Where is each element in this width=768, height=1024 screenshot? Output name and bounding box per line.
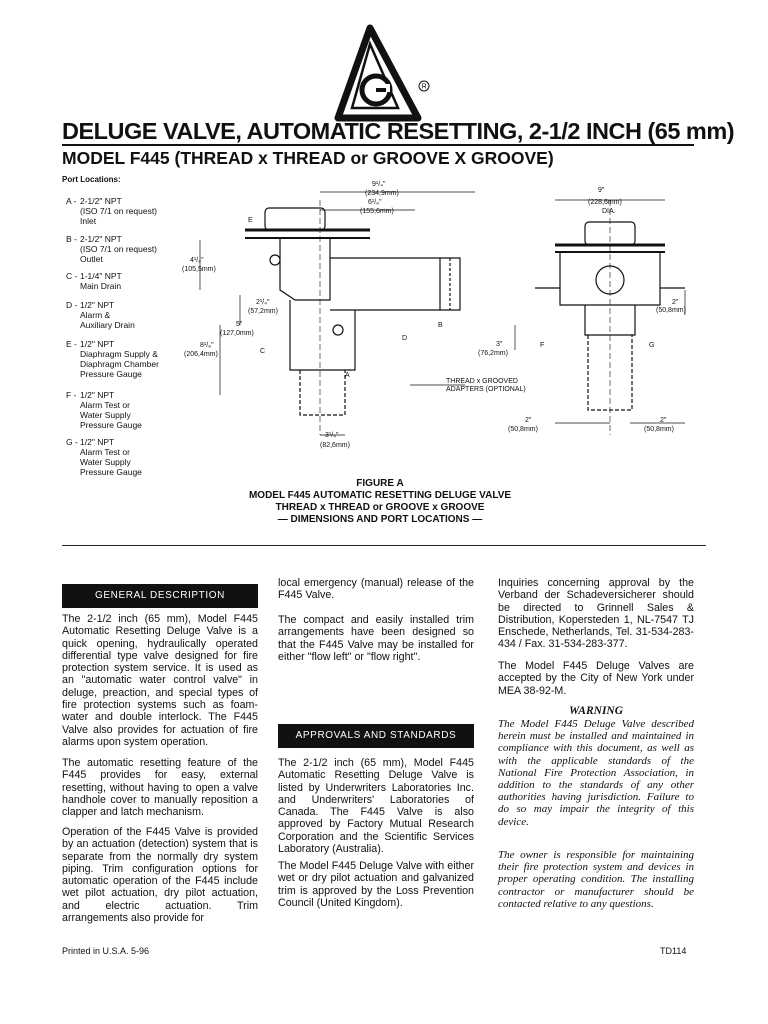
col2-p2: The compact and easily installed trim arrangements have been designed so that the F445 Valve may be installed for either "flow left" or "flow right". bbox=[278, 614, 474, 663]
printed-note: Printed in U.S.A. 5-96 bbox=[62, 946, 150, 956]
document-title: DELUGE VALVE, AUTOMATIC RESETTING, 2-1/2 INCH (65 mm) bbox=[62, 118, 735, 144]
approvals-p2: The Model F445 Deluge Valve with either wet or dry pilot actuation and galvanized trim is approved by the Loss Prevention Council (United Kingdom). bbox=[278, 860, 474, 909]
dim-6-125: 6¹/₈" bbox=[368, 199, 382, 206]
label-g: G bbox=[649, 342, 655, 349]
dim-2-right-mm: (50,8mm) bbox=[656, 307, 686, 314]
port-a: A - 2-1/2" NPT (ISO 7/1 on request) Inlet bbox=[66, 196, 158, 226]
port-g: G - 1/2" NPT Alarm Test or Water Supply Pressure Gauge bbox=[66, 437, 142, 477]
figure-line1: MODEL F445 AUTOMATIC RESETTING DELUGE VALVE bbox=[248, 490, 512, 501]
dim-4-125-mm: (105,5mm) bbox=[182, 266, 216, 273]
figure-caption bbox=[160, 478, 600, 526]
port-d: D - 1/2" NPT Alarm & Auxiliary Drain bbox=[66, 300, 135, 330]
approvals-heading: APPROVALS AND STANDARDS bbox=[278, 724, 474, 748]
figure-line2: THREAD x THREAD or GROOVE x GROOVE bbox=[275, 502, 485, 513]
warning-title: WARNING bbox=[568, 705, 624, 717]
dim-2-25-mm: (57,2mm) bbox=[248, 308, 278, 315]
port-f: F - 1/2" NPT Alarm Test or Water Supply Pressure Gauge bbox=[66, 390, 142, 430]
dim-dia: DIA. bbox=[602, 208, 616, 215]
dim-5: 5" bbox=[236, 321, 243, 328]
grinnell-logo bbox=[330, 22, 440, 126]
general-description-heading: GENERAL DESCRIPTION bbox=[62, 584, 258, 608]
general-p1: The 2-1/2 inch (65 mm), Model F445 Automatic Resetting Deluge Valve is a quick opening, hydraulically operated differential type valve designed for fire protection system service. It is used as an "automatic water control valve" in deluge, preaction, and special types of fire protection systems such as foam-water and double interlock. The F445 Valve also provides for actuation of fire alarms upon system operation. bbox=[62, 613, 258, 748]
dim-2-bottom-b: 2" bbox=[660, 417, 667, 424]
label-d: D bbox=[402, 335, 408, 342]
dim-9-mm: (228,6mm) bbox=[588, 199, 622, 206]
figure-label: FIGURE A bbox=[356, 478, 404, 489]
general-p2: The automatic resetting feature of the F445 provides for easy, external resetting, without having to open a valve handhole cover to manually reposition a clapper and latch mechanism. bbox=[62, 757, 258, 819]
svg-text:R: R bbox=[421, 83, 427, 91]
dim-2-bottom-b-mm: (50,8mm) bbox=[644, 426, 674, 433]
warning-p2: The owner is responsible for maintaining their fire protection system and devices in proper operating condition. The installing contractor or manufacturer should be contacted relative to any questions. bbox=[498, 849, 694, 910]
dim-9-25-mm: (234,9mm) bbox=[365, 190, 399, 197]
port-b: B - 2-1/2" NPT (ISO 7/1 on request) Outlet bbox=[66, 234, 158, 264]
document-code: TD114 bbox=[660, 946, 687, 956]
dim-2-right: 2" bbox=[672, 299, 679, 306]
dim-3-25-mm: (82,6mm) bbox=[320, 442, 350, 449]
port-locations-heading: Port Locations: bbox=[62, 175, 121, 184]
adapter-note-2: ADAPTERS (OPTIONAL) bbox=[446, 386, 526, 393]
warning-p1: The Model F445 Deluge Valve described herein must be installed and maintained in compliance with this document, as well as with the applicable standards of the National Fire Protection Association, in addition to the standards of any other authorities having jurisdiction. Failure to do so may impair the integrity of this device. bbox=[498, 718, 694, 828]
port-c: C - 1-1/4" NPT Main Drain bbox=[66, 271, 122, 291]
valve-dimension-drawing bbox=[160, 180, 705, 460]
general-p3: Operation of the F445 Valve is provided by an actuation (detection) system that is separate from the normally dry system piping. Trim configuration options for automatic operation of the F445 include wet pilot actuation, dry pilot actuation, and electric actuation. Trim arrangements also provide for bbox=[62, 826, 258, 925]
dim-4-125: 4¹/₈" bbox=[190, 257, 204, 264]
label-a: A bbox=[345, 372, 350, 379]
label-f: F bbox=[540, 342, 545, 349]
title-rule bbox=[62, 144, 694, 146]
dim-3: 3" bbox=[496, 341, 503, 348]
figure-line3: — DIMENSIONS AND PORT LOCATIONS — bbox=[277, 514, 483, 525]
label-c: C bbox=[260, 348, 266, 355]
dim-8-125: 8¹/₈" bbox=[200, 342, 214, 349]
col3-p2: The Model F445 Deluge Valves are accepted by the City of New York under MEA 38-92-M. bbox=[498, 660, 694, 697]
col3-p1: Inquiries concerning approval by the Verband der Schadeversicherer should be directed to Grinnell Sales & Distribution, Kopersteden 1, NL-7547 TJ Enschede, Netherlands, Tel. 31-534-283-434 / Fax. 31-534-283-377. bbox=[498, 577, 694, 651]
dim-5-mm: (127,0mm) bbox=[220, 330, 254, 337]
col2-p1: local emergency (manual) release of the F445 Valve. bbox=[278, 577, 474, 602]
label-b: B bbox=[438, 322, 443, 329]
dim-8-125-mm: (206,4mm) bbox=[184, 351, 218, 358]
dim-9: 9" bbox=[598, 187, 605, 194]
dim-2-bottom-a-mm: (50,8mm) bbox=[508, 426, 538, 433]
dim-2-25: 2¹/₄" bbox=[256, 299, 270, 306]
dim-2-bottom-a: 2" bbox=[525, 417, 532, 424]
section-divider bbox=[62, 545, 706, 546]
dim-3-mm: (76,2mm) bbox=[478, 350, 508, 357]
label-e: E bbox=[248, 217, 253, 224]
dim-6-125-mm: (155,6mm) bbox=[360, 208, 394, 215]
dim-9-25: 9¹/₄" bbox=[372, 181, 386, 188]
document-subtitle: MODEL F445 (THREAD x THREAD or GROOVE X GROOVE) bbox=[62, 148, 554, 168]
dim-3-25: 3¹/₄" bbox=[325, 432, 339, 439]
port-e: E - 1/2" NPT Diaphragm Supply & Diaphragm Chamber Pressure Gauge bbox=[66, 339, 159, 379]
adapter-note-1: THREAD x GROOVED bbox=[446, 378, 518, 385]
approvals-p1: The 2-1/2 inch (65 mm), Model F445 Automatic Resetting Deluge Valve is listed by Underwriters Laboratories Inc. and Underwriters' Laboratories of Canada. The F445 Valve is also approved by Factory Mutual Research Corporation and the Scientific Services Laboratory (Australia). bbox=[278, 757, 474, 856]
